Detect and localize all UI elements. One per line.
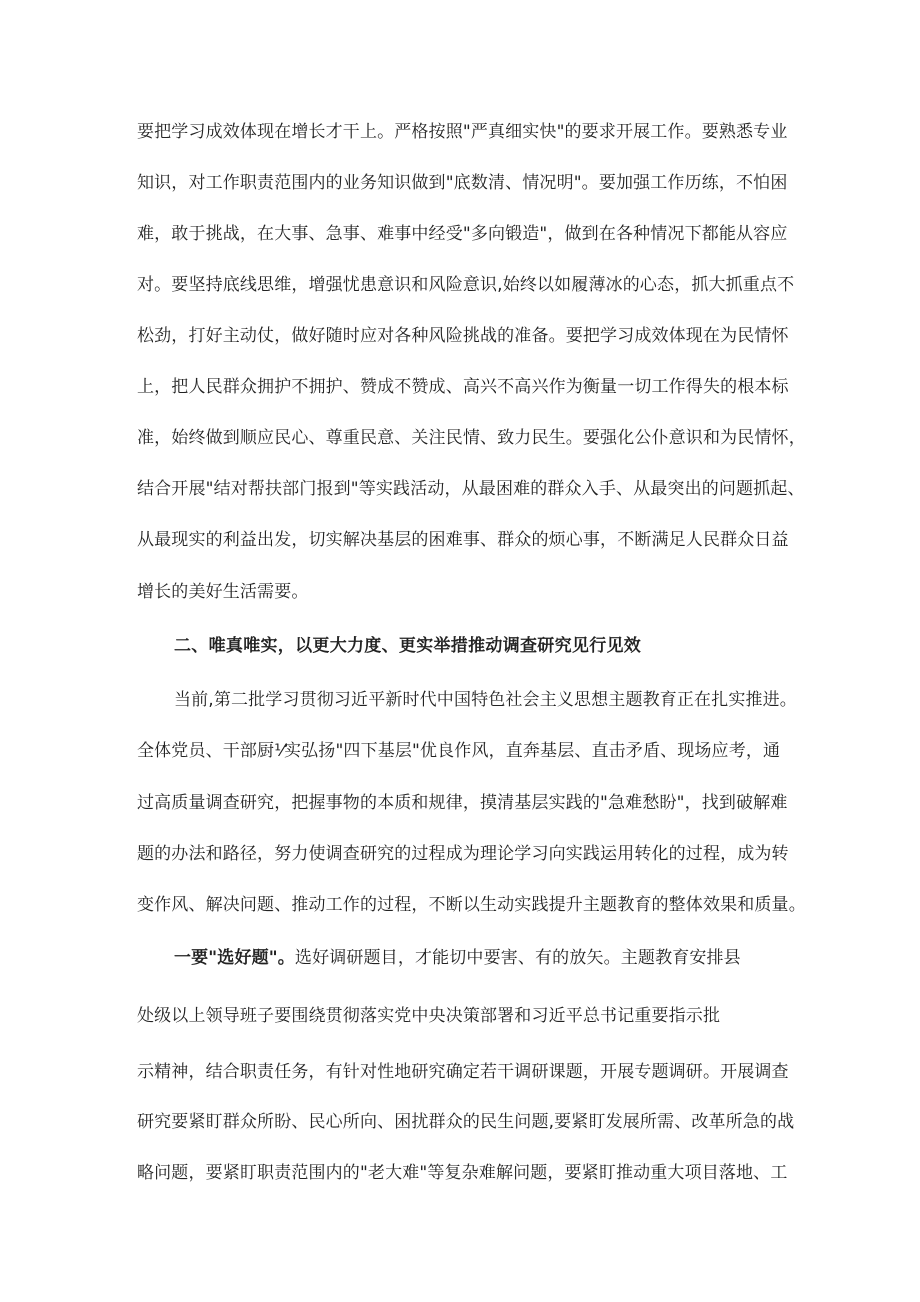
body-text-line: 松劲，打好主动仗，做好随时应对各种风险挑战的准备。要把学习成效体现在为民情怀: [137, 326, 789, 346]
point-one-first-line: [174, 946, 741, 970]
body-text-line: 从最现实的利益出发，切实解决基层的困难事、群众的烦心事，不断满足人民群众日益: [137, 530, 789, 550]
body-text-line: 过高质量调查研究，把握事物的本质和规律，摸清基层实践的"急难愁盼"，找到破解难: [137, 793, 788, 813]
body-text-line: 题的办法和路径，努力使调查研究的过程成为理论学习向实践运用转化的过程，成为转: [137, 844, 789, 864]
point-one-lead: 一要"选好题"。: [174, 948, 295, 968]
body-text-line: 上，把人民群众拥护不拥护、赞成不赞成、高兴不高兴作为衡量一切工作得失的根本标: [137, 377, 789, 397]
body-text-line: 增长的美好生活需要。: [137, 582, 309, 602]
body-text-line: 示精神，结合职责任务，有针对性地研究确定若干调研课题，开展专题调研。开展调查: [137, 1062, 789, 1082]
body-text-line: 知识，对工作职责范围内的业务知识做到"底数清、情况明"。要加强工作历练，不怕困: [137, 173, 788, 193]
body-text-line: 结合开展"结对帮扶部门报到"等实践活动，从最困难的群众入手、从最突出的问题抓起、: [137, 479, 805, 499]
body-text-line: 处级以上领导班子要围绕贯彻落实党中央决策部署和习近平总书记重要指示批: [137, 1006, 721, 1026]
body-text-line: 全体党员、干部厨⅟实弘扬"四下基层"优良作风，直奔基层、直击矛盾、现场应考，通: [137, 741, 781, 761]
point-one-text: 选好调研题目，才能切中要害、有的放矢。主题教育安排县: [294, 948, 741, 968]
body-text-line: 对。要坚持底线思维，增强忧患意识和风险意识,始终以如履薄冰的心态，抓大抓重点不: [137, 275, 795, 295]
body-text-line: 变作风、解决问题、推动工作的过程，不断以生动实践提升主题教育的整体效果和质量。: [137, 895, 806, 915]
section-heading: 二、唯真唯实，以更大力度、更实举措推动调查研究见行见效: [174, 636, 642, 656]
body-text-line: 准，始终做到顺应民心、尊重民意、关注民情、致力民生。要强化公仆意识和为民情怀，: [137, 428, 806, 448]
body-text-line: 难，敢于挑战，在大事、急事、难事中经受"多向锻造"，做到在各种情况下都能从容应: [137, 224, 788, 244]
body-text-line: 研究要紧盯群众所盼、民心所向、困扰群众的民生问题,要紧盯发展所需、改革所急的战: [137, 1112, 795, 1132]
body-text-line: 略问题，要紧盯职责范围内的"老大难"等复杂难解问题，要紧盯推动重大项目落地、工: [137, 1163, 788, 1183]
body-text-line: 要把学习成效体现在增长才干上。严格按照"严真细实快"的要求开展工作。要熟悉专业: [137, 122, 788, 142]
body-text-line: 当前,第二批学习贯彻习近平新时代中国特色社会主义思想主题教育正在扎实推进。: [174, 690, 797, 710]
